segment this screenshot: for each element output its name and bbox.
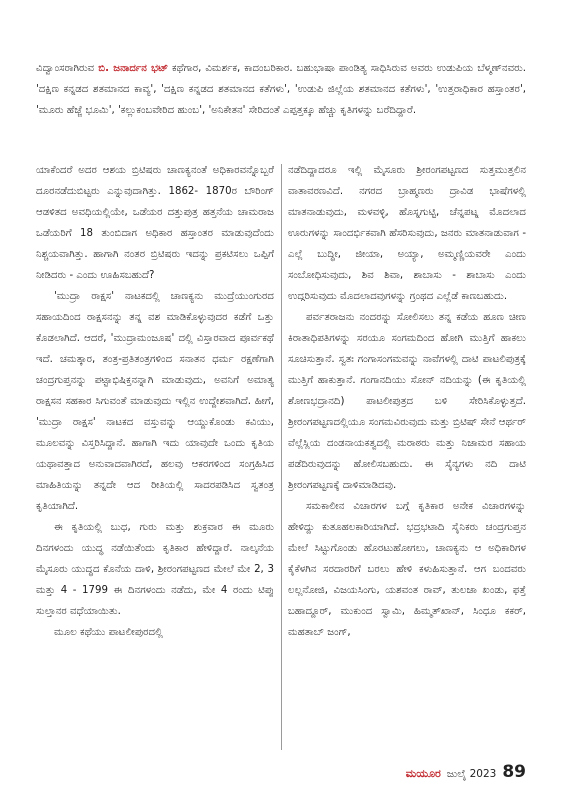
magazine-logo: ಮಯೂರ	[405, 767, 441, 780]
paragraph: ಸಮಕಾಲೀನ ವಿಚಾರಗಳ ಬಗ್ಗೆ ಕೃತಿಕಾರ ಅನೇಕ ವಿಚಾರಗಳನ್ನು ಹೇಳಿದ್ದು ಕುತೂಹಲಕಾರಿಯಾಗಿದೆ. ಭದ್ರಭಟಾದಿ ಸೈನಿಕರು ಚಂದ್ರಗುಪ್ತನ ಮೇಲೆ ಸಿಟ್ಟುಗೊಂಡು ಹೊರಟುಹೋಗಲು, ಚಾಣಕ್ಯನು ಆ ಅಧಿಕಾರಿಗಳ ಕೈಕೆಳಗಿನ ಸರದಾರರಿಗೆ ಬರಲು ಹೇಳಿ ಕಳುಹಿಸುತ್ತಾನೆ. ಆಗ ಬಂದವರು ಲಲ್ಲನೋಜಿ, ವಿಜಯಸಿಂಗು, ಯಶವಂತ ರಾವ್, ತುಲಜಾ ಖಂಡು, ಫತ್ತೆ ಬಹಾದ್ದೂರ್, ಮುಕುಂದ ಸ್ವಾಮಿ, ಹಿಮ್ಮತ್‌ಖಾನ್, ಸಿಂಧೂ ಕಕರ್, ಮಹತಾಬ್ ಜಂಗ್,	[288, 501, 526, 638]
column-divider	[281, 164, 282, 750]
page-number: 89	[502, 762, 526, 782]
article-body	[36, 160, 526, 754]
right-column	[288, 160, 526, 754]
left-column	[36, 160, 274, 754]
paragraph: ಮೂಲ ಕಥೆಯು ಪಾಟಲೀಪುರದಲ್ಲಿ	[54, 627, 163, 638]
paragraph: 'ಮುದ್ರಾ ರಾಕ್ಷಸ' ನಾಟಕದಲ್ಲಿ ಚಾಣಕ್ಯನು ಮುದ್ರೆಯುಂಗುರದ ಸಹಾಯದಿಂದ ರಾಕ್ಷಸನನ್ನು ತನ್ನ ವಶ ಮಾಡಿಕೊಳ್ಳುವುದರ ಕಡೆಗೆ ಒತ್ತು ಕೊಡಲಾಗಿದೆ. ಆದರೆ, 'ಮುದ್ರಾಮಂಜೂಷ' ದಲ್ಲಿ ವಿಸ್ತಾರವಾದ ಪೂರ್ವಕಥೆ ಇದೆ. ಚಮತ್ಕಾರ, ತಂತ್ರ-ಪ್ರತಿತಂತ್ರಗಳಿಂದ ಸನಾತನ ಧರ್ಮ ರಕ್ಷಣೆಗಾಗಿ ಚಂದ್ರಗುಪ್ತನನ್ನು ಪಟ್ಟಾಭಿಷಿಕ್ತನನ್ನಾಗಿ ಮಾಡುವುದು, ಅವನಿಗೆ ಅಮಾತ್ಯ ರಾಕ್ಷಸನ ಸಹಕಾರ ಸಿಗುವಂತೆ ಮಾಡುವುದು ಇಲ್ಲಿನ ಉದ್ದೇಶವಾಗಿದೆ. ಹೀಗೆ, 'ಮುದ್ರಾ ರಾಕ್ಷಸ' ನಾಟಕದ ವಸ್ತುವನ್ನು ಆಯ್ದುಕೊಂಡು ಕವಿಯು, ಮೂಲವನ್ನು ವಿಸ್ತರಿಸಿದ್ದಾನೆ. ಹಾಗಾಗಿ ಇದು ಯಾವುದೇ ಒಂದು ಕೃತಿಯ ಯಥಾವತ್ತಾದ ಅನುವಾದವಾಗಿರದೆ, ಹಲವು ಆಕರಗಳಿಂದ ಸಂಗ್ರಹಿಸಿದ ಮಾಹಿತಿಯನ್ನು ತನ್ನದೇ ಆದ ರೀತಿಯಲ್ಲಿ ಸಾದರಪಡಿಸಿದ ಸ್ವತಂತ್ರ ಕೃತಿಯಾಗಿದೆ.	[36, 291, 274, 512]
paragraph: ಈ ಕೃತಿಯಲ್ಲಿ ಬುಧ, ಗುರು ಮತ್ತು ಶುಕ್ರವಾರ ಈ ಮೂರು ದಿನಗಳಂದು ಯುದ್ಧ ನಡೆಯಿತೆಂದು ಕೃತಿಕಾರ ಹೇಳಿದ್ದಾರೆ. ನಾಲ್ಕನೆಯ ಮೈಸೂರು ಯುದ್ಧದ ಕೊನೆಯ ದಾಳಿ, ಶ್ರೀರಂಗಪಟ್ಟಣದ ಮೇಲೆ ಮೇ 2, 3 ಮತ್ತು 4 - 1799 ಈ ದಿನಗಳಂದು ನಡೆದು, ಮೇ 4 ರಂದು ಟಿಪ್ಪು ಸುಲ್ತಾನರ ವಧೆಯಾಯಿತು.	[36, 522, 274, 617]
page-footer	[406, 762, 526, 782]
bio-prefix: ವಿದ್ವಾಂಸರಾಗಿರುವ	[36, 63, 99, 74]
bio-text: ಕಥೆಗಾರ, ವಿಮರ್ಶಕ, ಕಾದಂಬರಿಕಾರ. ಬಹುಭಾಷಾ ಪಾಂಡಿತ್ಯ ಸಾಧಿಸಿರುವ ಅವರು ಉಡುಪಿಯ ಬೆಳ್ಮಣ್‌ನವರು. 'ದಕ್ಷಿಣ ಕನ್ನಡದ ಶತಮಾನದ ಕಾವ್ಯ', 'ದಕ್ಷಿಣ ಕನ್ನಡದ ಶತಮಾನದ ಕತೆಗಳು', 'ಉಡುಪಿ ಜಿಲ್ಲೆಯ ಶತಮಾನದ ಕತೆಗಳು', 'ಉತ್ತರಾಧಿಕಾರ ಹಸ್ತಾಂತರ', 'ಮೂರು ಹೆಜ್ಜೆ ಭೂಮಿ', 'ಕಲ್ಲುಕಂಬವೇರಿದ ಹುಂಬ', 'ಅನಿಕೇತನ' ಸೇರಿದಂತೆ ಎಪ್ಪತ್ತಕ್ಕೂ ಹೆಚ್ಚು ಕೃತಿಗಳನ್ನು ಬರೆದಿದ್ದಾರೆ.	[36, 63, 526, 116]
paragraph: ಯಾಕೆಂದರೆ ಅದರ ಆಶಯ ಬ್ರಿಟಿಷರು ಚಾಣಕ್ಯನಂತೆ ಅಧಿಕಾರವನ್ನೊಬ್ಬರೆ ದೂರನಡೆದುಬಿಟ್ಟರು ಎನ್ನುವುದಾಗಿತ್ತು. 1862- 1870ರ ಬೌರಿಂಗ್ ಆಡಳಿತದ ಅವಧಿಯಲ್ಲಿಯೇ, ಒಡೆಯರ ದತ್ತುಪುತ್ರ ಹತ್ತನೆಯ ಚಾಮರಾಜ ಒಡೆಯರಿಗೆ 18 ತುಂಬಿದಾಗ ಅಧಿಕಾರ ಹಸ್ತಾಂತರ ಮಾಡುವುದೆಂದು ನಿಶ್ಚಯವಾಗಿತ್ತು. ಹಾಗಾಗಿ ನಂತರ ಬ್ರಿಟಿಷರು ಇದನ್ನು ಪ್ರಕಟಿಸಲು ಒಪ್ಪಿಗೆ ನೀಡಿದರು - ಎಂದು ಊಹಿಸಬಹುದೆ?	[36, 165, 274, 281]
author-bio	[36, 58, 526, 121]
author-name: ಬಿ. ಜನಾರ್ದನ ಭಟ್	[98, 63, 169, 74]
issue-date: ಜುಲೈ 2023	[446, 768, 497, 780]
paragraph: ಪರ್ವತರಾಜನು ನಂದರನ್ನು ಸೋಲಿಸಲು ತನ್ನ ಕಡೆಯ ಹೂಣ ಚೀಣ ಕಿರಾತಾಧಿಪತಿಗಳನ್ನು ಸರಯೂ ಸಂಗಮದಿಂದ ಹೋಗಿ ಮುತ್ತಿಗೆ ಹಾಕಲು ಸೂಚಿಸುತ್ತಾನೆ. ಸ್ವತಃ ಗಂಗಾಸಂಗಮವನ್ನು ನಾವೆಗಳಲ್ಲಿ ದಾಟಿ ಪಾಟಲಿಪುತ್ರಕ್ಕೆ ಮುತ್ತಿಗೆ ಹಾಕುತ್ತಾನೆ. ಗಂಗಾನದಿಯು ಸೋನ್ ನದಿಯನ್ನು (ಈ ಕೃತಿಯಲ್ಲಿ ಶೋಣಭದ್ರಾನದಿ) ಪಾಟಲೀಪುತ್ರದ ಬಳಿ ಸೇರಿಸಿಕೊಳ್ಳುತ್ತದೆ. ಶ್ರೀರಂಗಪಟ್ಟಣದಲ್ಲಿಯೂ ಸಂಗಮವಿರುವುದು ಮತ್ತು ಬ್ರಿಟಿಷ್ ಸೇನೆ ಆರ್ಥರ್ ವೆಲ್ಲೆಸ್ಲಿಯ ದಂಡನಾಯಕತ್ವದಲ್ಲಿ ಮರಾಠರು ಮತ್ತು ನಿಜಾಮರ ಸಹಾಯ ಪಡೆದಿರುವುದನ್ನು ಹೋಲಿಸಬಹುದು. ಈ ಸೈನ್ಯಗಳು ನದಿ ದಾಟಿ ಶ್ರೀರಂಗಪಟ್ಟಣಕ್ಕೆ ದಾಳಿಮಾಡಿದವು.	[288, 312, 526, 491]
top-margin	[0, 0, 562, 58]
paragraph: ನಡೆದಿದ್ದಾದರೂ ಇಲ್ಲಿ ಮೈಸೂರು ಶ್ರೀರಂಗಪಟ್ಟಣದ ಸುತ್ತಮುತ್ತಲಿನ ವಾತಾವರಣವಿದೆ. ನಗರದ ಬ್ರಾಹ್ಮಣರು ದ್ರಾವಿಡ ಭಾಷೆಗಳಲ್ಲಿ ಮಾತನಾಡುವುದು, ಮಳವಳ್ಳಿ, ಹೊಸ್ನಗುಟ್ಟಿ, ಚೆನ್ನಪಟ್ನ ಮೊದಲಾದ ಊರುಗಳನ್ನು ಸಾಂದರ್ಭಿಕವಾಗಿ ಹೆಸರಿಸುವುದು, ಜನರು ಮಾತನಾಡುವಾಗ - ಎಲ್ಲೆ ಬುದ್ಧೀ, ಜೀಯಾ, ಅಯ್ಯಾ, ಅಮ್ಮಣ್ಣಿಯವರೇ ಎಂದು ಸಂಬೋಧಿಸುವುದು, ಶಿವ ಶಿವಾ, ಶಾಬಾಸು - ಶಾಬಾಸು ಎಂದು ಉದ್ಗರಿಸುವುದು ಮೊದಲಾದವುಗಳನ್ನು ಗ್ರಂಥದ ಎಲ್ಲೆಡೆ ಕಾಣಬಹುದು.	[288, 165, 526, 302]
